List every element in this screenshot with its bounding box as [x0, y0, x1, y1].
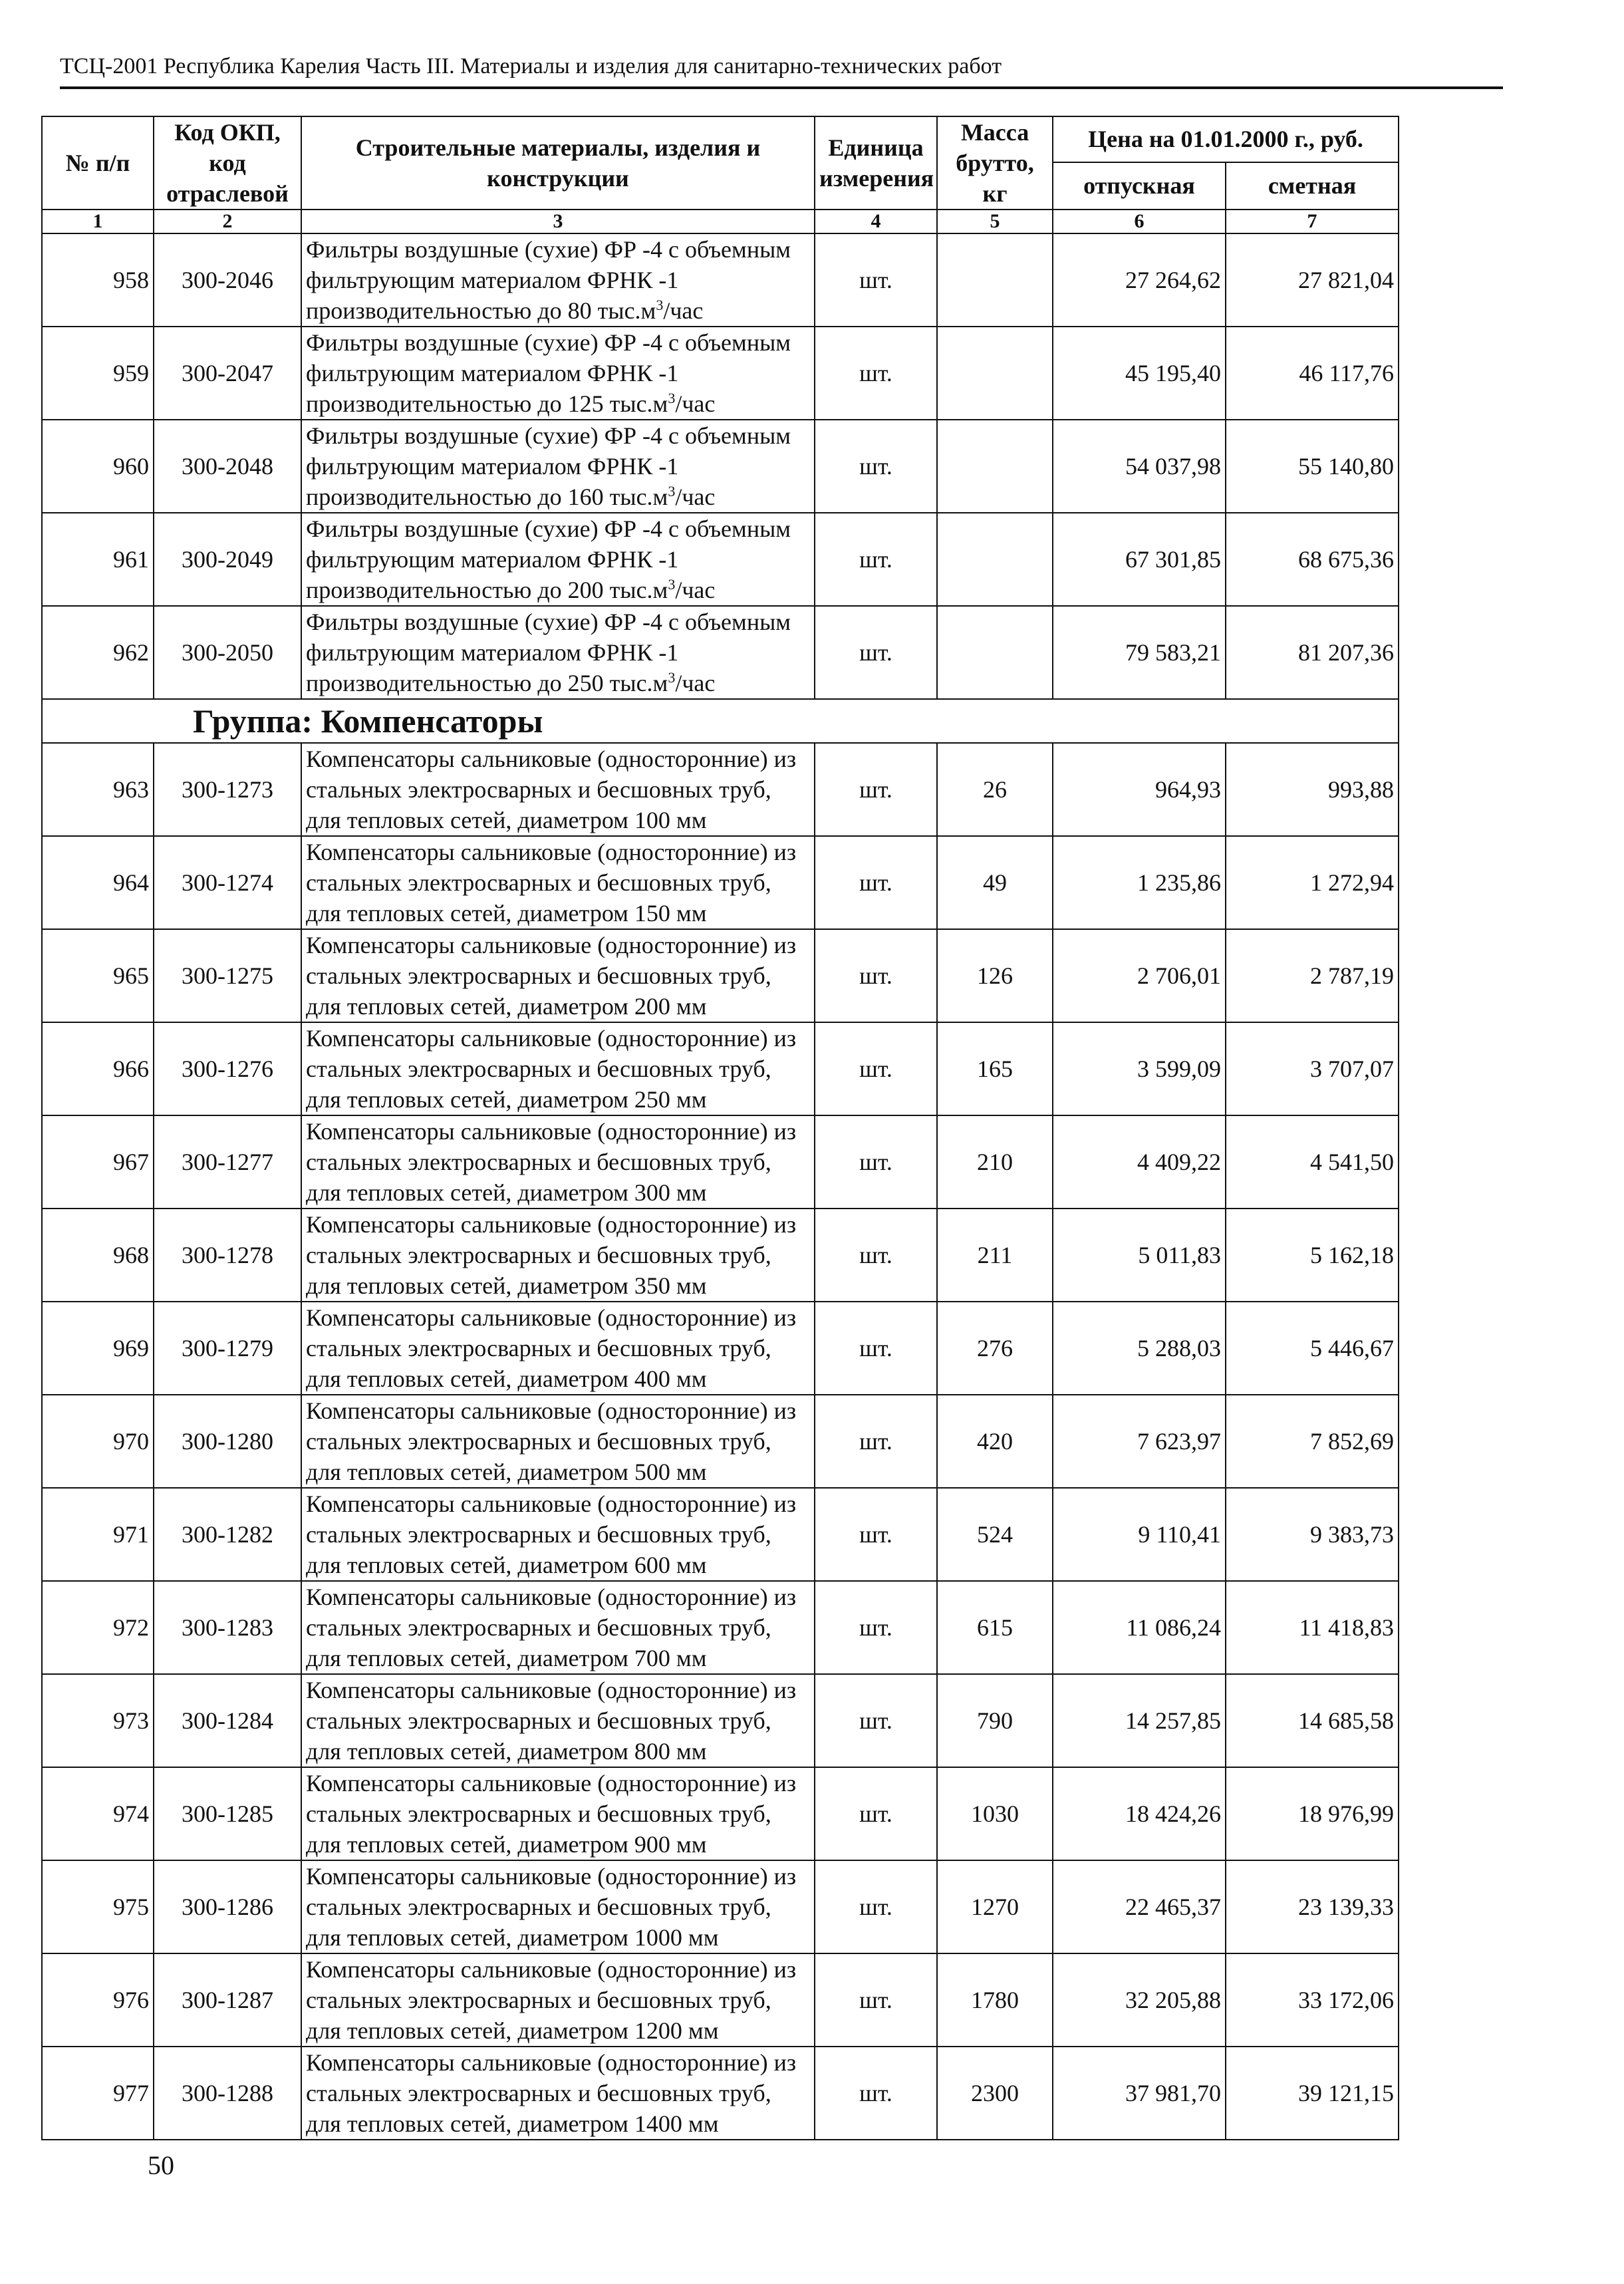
- row-price-release: 14 257,85: [1053, 1674, 1226, 1767]
- description-text: Компенсаторы сальниковые (односторонние) из стальных электросварных и бесшовных труб, для тепловых сетей, диаметром 300 мм: [306, 1118, 797, 1206]
- row-number: 962: [42, 606, 154, 699]
- row-description: [301, 1581, 815, 1674]
- row-price-estimate: 23 139,33: [1226, 1860, 1399, 1953]
- column-number: 6: [1053, 210, 1226, 233]
- row-code: 300-2047: [154, 327, 301, 420]
- row-number: 977: [42, 2047, 154, 2140]
- row-number: 968: [42, 1209, 154, 1302]
- row-number: 967: [42, 1115, 154, 1209]
- col-header-unit: Единица измерения: [815, 116, 937, 210]
- row-number: 971: [42, 1488, 154, 1581]
- row-price-estimate: 33 172,06: [1226, 1953, 1399, 2047]
- description-text: Компенсаторы сальниковые (односторонние) из стальных электросварных и бесшовных труб, для тепловых сетей, диаметром 400 мм: [306, 1304, 797, 1392]
- row-unit: шт.: [815, 836, 937, 929]
- row-mass: 615: [937, 1581, 1053, 1674]
- col-header-code: Код ОКП, код отраслевой: [154, 116, 301, 210]
- row-unit: шт.: [815, 1488, 937, 1581]
- row-code: 300-2048: [154, 420, 301, 513]
- column-number: 7: [1226, 210, 1399, 233]
- row-description: [301, 1115, 815, 1209]
- table-row: [42, 836, 1399, 929]
- row-description: [301, 2047, 815, 2140]
- row-price-release: 18 424,26: [1053, 1767, 1226, 1860]
- row-unit: шт.: [815, 1209, 937, 1302]
- superscript-exponent: 3: [668, 576, 676, 593]
- row-number: 965: [42, 929, 154, 1022]
- row-price-estimate: 993,88: [1226, 743, 1399, 836]
- superscript-exponent: 3: [668, 669, 676, 686]
- table-row: [42, 1674, 1399, 1767]
- row-mass: 2300: [937, 2047, 1053, 2140]
- table-row: [42, 513, 1399, 606]
- row-price-estimate: 1 272,94: [1226, 836, 1399, 929]
- row-unit: шт.: [815, 513, 937, 606]
- row-unit: шт.: [815, 1674, 937, 1767]
- row-number: 963: [42, 743, 154, 836]
- row-description: [301, 1674, 815, 1767]
- column-number: 5: [937, 210, 1053, 233]
- row-number: 970: [42, 1395, 154, 1488]
- row-price-estimate: 11 418,83: [1226, 1581, 1399, 1674]
- row-price-estimate: 2 787,19: [1226, 929, 1399, 1022]
- row-code: 300-1283: [154, 1581, 301, 1674]
- row-code: 300-1282: [154, 1488, 301, 1581]
- row-description: [301, 1767, 815, 1860]
- column-number: 4: [815, 210, 937, 233]
- description-unit-tail: /час: [675, 484, 716, 510]
- row-unit: шт.: [815, 743, 937, 836]
- row-price-estimate: 5 162,18: [1226, 1209, 1399, 1302]
- row-number: 966: [42, 1022, 154, 1115]
- row-price-release: 5 288,03: [1053, 1302, 1226, 1395]
- row-code: 300-1278: [154, 1209, 301, 1302]
- row-code: 300-2046: [154, 233, 301, 327]
- row-mass: 1030: [937, 1767, 1053, 1860]
- column-number-row: [42, 210, 1399, 233]
- superscript-exponent: 3: [656, 297, 664, 313]
- row-code: 300-2050: [154, 606, 301, 699]
- header-row-1: [42, 116, 1399, 162]
- row-number: 974: [42, 1767, 154, 1860]
- table-row: [42, 233, 1399, 327]
- table-row: [42, 1767, 1399, 1860]
- row-number: 972: [42, 1581, 154, 1674]
- row-price-estimate: 81 207,36: [1226, 606, 1399, 699]
- row-unit: шт.: [815, 1395, 937, 1488]
- col-header-mass: Масса брутто, кг: [937, 116, 1053, 210]
- table-row: [42, 1488, 1399, 1581]
- row-mass: 211: [937, 1209, 1053, 1302]
- row-mass: 165: [937, 1022, 1053, 1115]
- group-label: Группа: Компенсаторы: [42, 699, 1399, 743]
- column-number: 1: [42, 210, 154, 233]
- row-description: [301, 1488, 815, 1581]
- description-text: Компенсаторы сальниковые (односторонние) из стальных электросварных и бесшовных труб, для тепловых сетей, диаметром 350 мм: [306, 1211, 797, 1299]
- row-price-estimate: 3 707,07: [1226, 1022, 1399, 1115]
- description-text: Фильтры воздушные (сухие) ФР -4 с объемным фильтрующим материалом ФРНК -1 производительностью до 160 тыс.м: [306, 422, 791, 510]
- group-row: [42, 699, 1399, 743]
- row-number: 964: [42, 836, 154, 929]
- table-row: [42, 2047, 1399, 2140]
- description-text: Фильтры воздушные (сухие) ФР -4 с объемным фильтрующим материалом ФРНК -1 производительностью до 200 тыс.м: [306, 515, 791, 603]
- row-price-release: 11 086,24: [1053, 1581, 1226, 1674]
- row-unit: шт.: [815, 1581, 937, 1674]
- description-unit-tail: /час: [663, 297, 704, 324]
- row-code: 300-1275: [154, 929, 301, 1022]
- row-price-estimate: 4 541,50: [1226, 1115, 1399, 1209]
- row-description: [301, 513, 815, 606]
- row-price-estimate: 46 117,76: [1226, 327, 1399, 420]
- row-code: 300-1274: [154, 836, 301, 929]
- row-price-estimate: 55 140,80: [1226, 420, 1399, 513]
- row-number: 958: [42, 233, 154, 327]
- row-mass: [937, 513, 1053, 606]
- superscript-exponent: 3: [668, 390, 676, 406]
- row-unit: шт.: [815, 1115, 937, 1209]
- row-price-release: 9 110,41: [1053, 1488, 1226, 1581]
- row-price-release: 964,93: [1053, 743, 1226, 836]
- description-unit-tail: /час: [675, 577, 716, 603]
- row-code: 300-1276: [154, 1022, 301, 1115]
- col-header-name: Строительные материалы, изделия и конструкции: [301, 116, 815, 210]
- price-table: [41, 116, 1399, 2140]
- superscript-exponent: 3: [668, 483, 676, 500]
- row-price-estimate: 39 121,15: [1226, 2047, 1399, 2140]
- row-unit: шт.: [815, 327, 937, 420]
- row-price-estimate: 18 976,99: [1226, 1767, 1399, 1860]
- row-price-release: 54 037,98: [1053, 420, 1226, 513]
- table-row: [42, 1115, 1399, 1209]
- row-description: [301, 420, 815, 513]
- row-price-release: 3 599,09: [1053, 1022, 1226, 1115]
- row-code: 300-1285: [154, 1767, 301, 1860]
- row-price-release: 27 264,62: [1053, 233, 1226, 327]
- table-row: [42, 1581, 1399, 1674]
- row-price-estimate: 5 446,67: [1226, 1302, 1399, 1395]
- row-code: 300-1286: [154, 1860, 301, 1953]
- row-price-release: 1 235,86: [1053, 836, 1226, 929]
- row-description: [301, 1302, 815, 1395]
- row-number: 959: [42, 327, 154, 420]
- row-price-release: 4 409,22: [1053, 1115, 1226, 1209]
- row-price-release: 67 301,85: [1053, 513, 1226, 606]
- table-row: [42, 1209, 1399, 1302]
- row-description: [301, 1395, 815, 1488]
- row-code: 300-1280: [154, 1395, 301, 1488]
- table-row: [42, 1022, 1399, 1115]
- table-row: [42, 1953, 1399, 2047]
- row-code: 300-1287: [154, 1953, 301, 2047]
- row-price-release: 7 623,97: [1053, 1395, 1226, 1488]
- description-text: Фильтры воздушные (сухие) ФР -4 с объемным фильтрующим материалом ФРНК -1 производительностью до 250 тыс.м: [306, 609, 791, 696]
- row-price-estimate: 9 383,73: [1226, 1488, 1399, 1581]
- page-header: [60, 52, 1503, 89]
- column-number: 2: [154, 210, 301, 233]
- row-description: [301, 327, 815, 420]
- table-row: [42, 327, 1399, 420]
- description-text: Компенсаторы сальниковые (односторонние) из стальных электросварных и бесшовных труб, для тепловых сетей, диаметром 1000 мм: [306, 1863, 797, 1951]
- row-unit: шт.: [815, 1767, 937, 1860]
- row-mass: [937, 233, 1053, 327]
- description-unit-tail: /час: [675, 390, 716, 417]
- row-description: [301, 1953, 815, 2047]
- row-mass: [937, 606, 1053, 699]
- description-text: Фильтры воздушные (сухие) ФР -4 с объемным фильтрующим материалом ФРНК -1 производительностью до 80 тыс.м: [306, 236, 791, 324]
- row-code: 300-1288: [154, 2047, 301, 2140]
- description-text: Компенсаторы сальниковые (односторонние) из стальных электросварных и бесшовных труб, для тепловых сетей, диаметром 900 мм: [306, 1770, 797, 1858]
- row-price-release: 37 981,70: [1053, 2047, 1226, 2140]
- table-row: [42, 1860, 1399, 1953]
- row-mass: 49: [937, 836, 1053, 929]
- row-unit: шт.: [815, 606, 937, 699]
- row-mass: 276: [937, 1302, 1053, 1395]
- row-code: 300-1279: [154, 1302, 301, 1395]
- row-mass: 524: [937, 1488, 1053, 1581]
- row-code: 300-1273: [154, 743, 301, 836]
- row-price-release: 45 195,40: [1053, 327, 1226, 420]
- row-number: 976: [42, 1953, 154, 2047]
- row-unit: шт.: [815, 1022, 937, 1115]
- row-price-estimate: 68 675,36: [1226, 513, 1399, 606]
- col-header-num: № п/п: [42, 116, 154, 210]
- row-price-release: 2 706,01: [1053, 929, 1226, 1022]
- row-number: 973: [42, 1674, 154, 1767]
- description-text: Компенсаторы сальниковые (односторонние) из стальных электросварных и бесшовных труб, для тепловых сетей, диаметром 800 мм: [306, 1677, 797, 1765]
- row-description: [301, 1022, 815, 1115]
- col-header-price-group: Цена на 01.01.2000 г., руб.: [1053, 116, 1399, 162]
- row-number: 975: [42, 1860, 154, 1953]
- description-unit-tail: /час: [675, 670, 716, 696]
- row-description: [301, 606, 815, 699]
- row-code: 300-1284: [154, 1674, 301, 1767]
- table-row: [42, 743, 1399, 836]
- table-row: [42, 1302, 1399, 1395]
- row-price-release: 22 465,37: [1053, 1860, 1226, 1953]
- row-unit: шт.: [815, 929, 937, 1022]
- row-mass: 420: [937, 1395, 1053, 1488]
- row-price-estimate: 7 852,69: [1226, 1395, 1399, 1488]
- description-text: Компенсаторы сальниковые (односторонние) из стальных электросварных и бесшовных труб, для тепловых сетей, диаметром 150 мм: [306, 839, 797, 927]
- page-number: 50: [148, 2150, 174, 2180]
- row-unit: шт.: [815, 420, 937, 513]
- row-mass: 1780: [937, 1953, 1053, 2047]
- row-description: [301, 1860, 815, 1953]
- row-unit: шт.: [815, 2047, 937, 2140]
- description-text: Фильтры воздушные (сухие) ФР -4 с объемным фильтрующим материалом ФРНК -1 производительностью до 125 тыс.м: [306, 329, 791, 417]
- description-text: Компенсаторы сальниковые (односторонние) из стальных электросварных и бесшовных труб, для тепловых сетей, диаметром 250 мм: [306, 1025, 797, 1113]
- row-mass: 1270: [937, 1860, 1053, 1953]
- row-number: 969: [42, 1302, 154, 1395]
- col-header-price-release: отпускная: [1053, 162, 1226, 210]
- row-description: [301, 1209, 815, 1302]
- row-mass: [937, 327, 1053, 420]
- description-text: Компенсаторы сальниковые (односторонние) из стальных электросварных и бесшовных труб, для тепловых сетей, диаметром 600 мм: [306, 1491, 797, 1578]
- row-price-release: 5 011,83: [1053, 1209, 1226, 1302]
- row-price-estimate: 14 685,58: [1226, 1674, 1399, 1767]
- header-title: ТСЦ-2001 Республика Карелия Часть III. Материалы и изделия для санитарно-технических работ: [60, 54, 1002, 78]
- row-description: [301, 836, 815, 929]
- row-price-estimate: 27 821,04: [1226, 233, 1399, 327]
- row-number: 961: [42, 513, 154, 606]
- description-text: Компенсаторы сальниковые (односторонние) из стальных электросварных и бесшовных труб, для тепловых сетей, диаметром 700 мм: [306, 1584, 797, 1671]
- row-price-release: 79 583,21: [1053, 606, 1226, 699]
- table-row: [42, 606, 1399, 699]
- row-code: 300-2049: [154, 513, 301, 606]
- description-text: Компенсаторы сальниковые (односторонние) из стальных электросварных и бесшовных труб, для тепловых сетей, диаметром 500 мм: [306, 1397, 797, 1485]
- row-code: 300-1277: [154, 1115, 301, 1209]
- row-mass: 790: [937, 1674, 1053, 1767]
- table-row: [42, 420, 1399, 513]
- row-mass: 26: [937, 743, 1053, 836]
- row-price-release: 32 205,88: [1053, 1953, 1226, 2047]
- row-unit: шт.: [815, 1953, 937, 2047]
- description-text: Компенсаторы сальниковые (односторонние) из стальных электросварных и бесшовных труб, для тепловых сетей, диаметром 100 мм: [306, 746, 797, 833]
- table-row: [42, 929, 1399, 1022]
- row-mass: 126: [937, 929, 1053, 1022]
- row-description: [301, 233, 815, 327]
- table-row: [42, 1395, 1399, 1488]
- row-unit: шт.: [815, 1860, 937, 1953]
- column-number: 3: [301, 210, 815, 233]
- description-text: Компенсаторы сальниковые (односторонние) из стальных электросварных и бесшовных труб, для тепловых сетей, диаметром 1200 мм: [306, 1956, 797, 2044]
- description-text: Компенсаторы сальниковые (односторонние) из стальных электросварных и бесшовных труб, для тепловых сетей, диаметром 1400 мм: [306, 2049, 797, 2137]
- row-number: 960: [42, 420, 154, 513]
- row-unit: шт.: [815, 233, 937, 327]
- col-header-price-estimate: сметная: [1226, 162, 1399, 210]
- description-text: Компенсаторы сальниковые (односторонние) из стальных электросварных и бесшовных труб, для тепловых сетей, диаметром 200 мм: [306, 932, 797, 1020]
- row-mass: [937, 420, 1053, 513]
- row-description: [301, 929, 815, 1022]
- row-mass: 210: [937, 1115, 1053, 1209]
- row-unit: шт.: [815, 1302, 937, 1395]
- row-description: [301, 743, 815, 836]
- table-body: [42, 210, 1399, 2140]
